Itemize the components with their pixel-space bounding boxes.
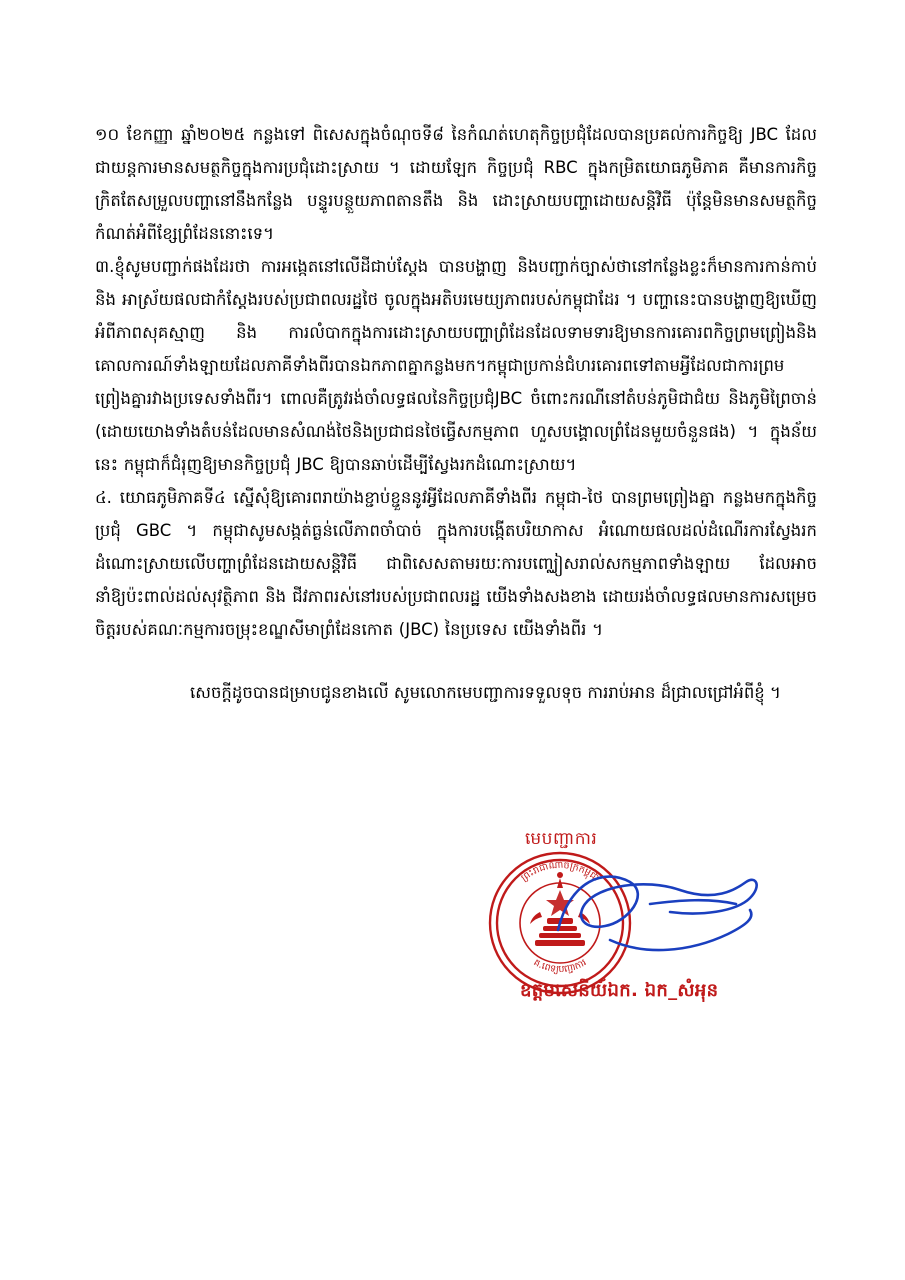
closing-paragraph: សេចក្ដីដូចបានជម្រាបជូនខាងលើ សូមលោកមេបញ្ជាការទទួលទុច ការរាប់អាន ដ៏ជ្រាលជ្រៅអំពីខ្ញុំ ។ [190, 683, 781, 702]
handwritten-signature [550, 860, 780, 980]
signature-block [95, 820, 817, 1060]
paragraph-3: ៤. យោធភូមិភាគទី៤ ស្នើសុំឱ្យគោរពរាយ៉ាងខ្ជាប់ខ្ជួននូវអ្វីដែលភាគីទាំងពីរ កម្ពុជា-ថៃ បានព្រមព្រៀងគ្នា កន្លងមកក្នុងកិច្ចប្រជុំ GBC ។ កម្ពុជាសូមសង្កត់ធ្ងន់លើភាពចាំបាច់ ក្នុងការបង្កើតបរិយាកាស អំណោយផលដល់ដំណើរការស្វែងរកដំណោះស្រាយលើបញ្ហាព្រំដែនដោយសន្តិវិធី ជាពិសេសតាមរយៈការបញ្ឈៀសរាល់សកម្មភាពទាំងឡាយ ដែលអាចនាំឱ្យប៉ះពាល់ដល់សុវត្ថិភាព និង ជីវភាពរស់នៅរបស់ប្រជាពលរដ្ឋ យើងទាំងសងខាង ដោយរង់ចាំលទ្ធផលមានការសម្រេចចិត្តរបស់គណៈកម្មការចម្រុះខណ្ឌសីមាព្រំដែនកោត (JBC) នៃប្រទេស យើងទាំងពីរ ។ [95, 488, 817, 639]
document-body [95, 118, 817, 726]
svg-text:គ.ពេទ្យបញ្ជាការ: គ.ពេទ្យបញ្ជាការ [531, 957, 589, 976]
paragraph-1: ១០ ខែកញ្ញា ឆ្នាំ២០២៥ កន្លងទៅ ពិសេសក្នុងចំណុចទី៨ នៃកំណត់ហេតុកិច្ចប្រជុំដែលបានប្រគល់ការកិច្ចឱ្យ JBC ដែលជាយន្តការមានសមត្ថកិច្ចក្នុងការប្រជុំដោះស្រាយ ។ ដោយឡែក កិច្ចប្រជុំ RBC ក្នុងកម្រិតយោធភូមិភាគ គឺមានការកិច្ចក្រិតតែសម្រួលបញ្ហានៅនឹងកន្លែង បន្ទូរបន្ថួយភាពតានតឹង និង ដោះស្រាយបញ្ហាដោយសន្តិវិធី ប៉ុន្តែមិនមានសមត្ថកិច្ចកំណត់អំពីខ្សែព្រំដែននោះទេ។ [95, 125, 817, 243]
signature-title: មេបញ្ជាការ [525, 829, 598, 849]
paragraph-2: ៣.ខ្ញុំសូមបញ្ជាក់ផងដែរថា ការអង្កេតនៅលើដីជាប់ស្តែង បានបង្ហាញ និងបញ្ជាក់ច្បាស់ថានៅកន្លែងខ្លះក៏មានការកាន់កាប់ និង អាស្រ័យផលជាកំស្តែងរបស់ប្រជាពលរដ្ឋថៃ ចូលក្នុងអតិបរមេយ្យភាពរបស់កម្ពុជាដែរ ។ បញ្ហានេះបានបង្ហាញឱ្យឃើញអំពីភាពសុគស្មាញ និង ការលំបាកក្នុងការដោះស្រាយបញ្ហាព្រំដែនដែលទាមទារឱ្យមានការគោរពកិច្ចព្រមព្រៀងនិងគោលការណ៍ទាំងឡាយដែលភាគីទាំងពីរបានឯកភាពគ្នាកន្លងមក។កម្ពុជាប្រកាន់ជំហរគោរពទៅតាមអ្វីដែលជាការព្រមព្រៀងគ្នារវាងប្រទេសទាំងពីរ។ ពោលគឺត្រូវរង់ចាំលទ្ធផលនៃកិច្ចប្រជុំJBC ចំពោះករណីនៅតំបន់ភូមិជាជំយ និងភូមិព្រៃចាន់ (ដោយយោងទាំងតំបន់ដែលមានសំណង់ថៃនិងប្រជាជនថៃធ្វើសកម្មភាព ហួសបង្គោលព្រំដែនមួយចំនួនផង) ។ ក្នុងន័យនេះ កម្ពុជាក៏ជំរុញឱ្យមានកិច្ចប្រជុំ JBC ឱ្យបានឆាប់ដើម្បីស្វែងរកដំណោះស្រាយ។ [95, 257, 817, 474]
svg-text:ព្រះរាជាណាចក្រកម្ពុជា: ព្រះរាជាណាចក្រកម្ពុជា [519, 859, 601, 884]
signer-name: ឧត្តមសេនីយ៍ឯក. ឯក_សំអុន [520, 980, 719, 1001]
